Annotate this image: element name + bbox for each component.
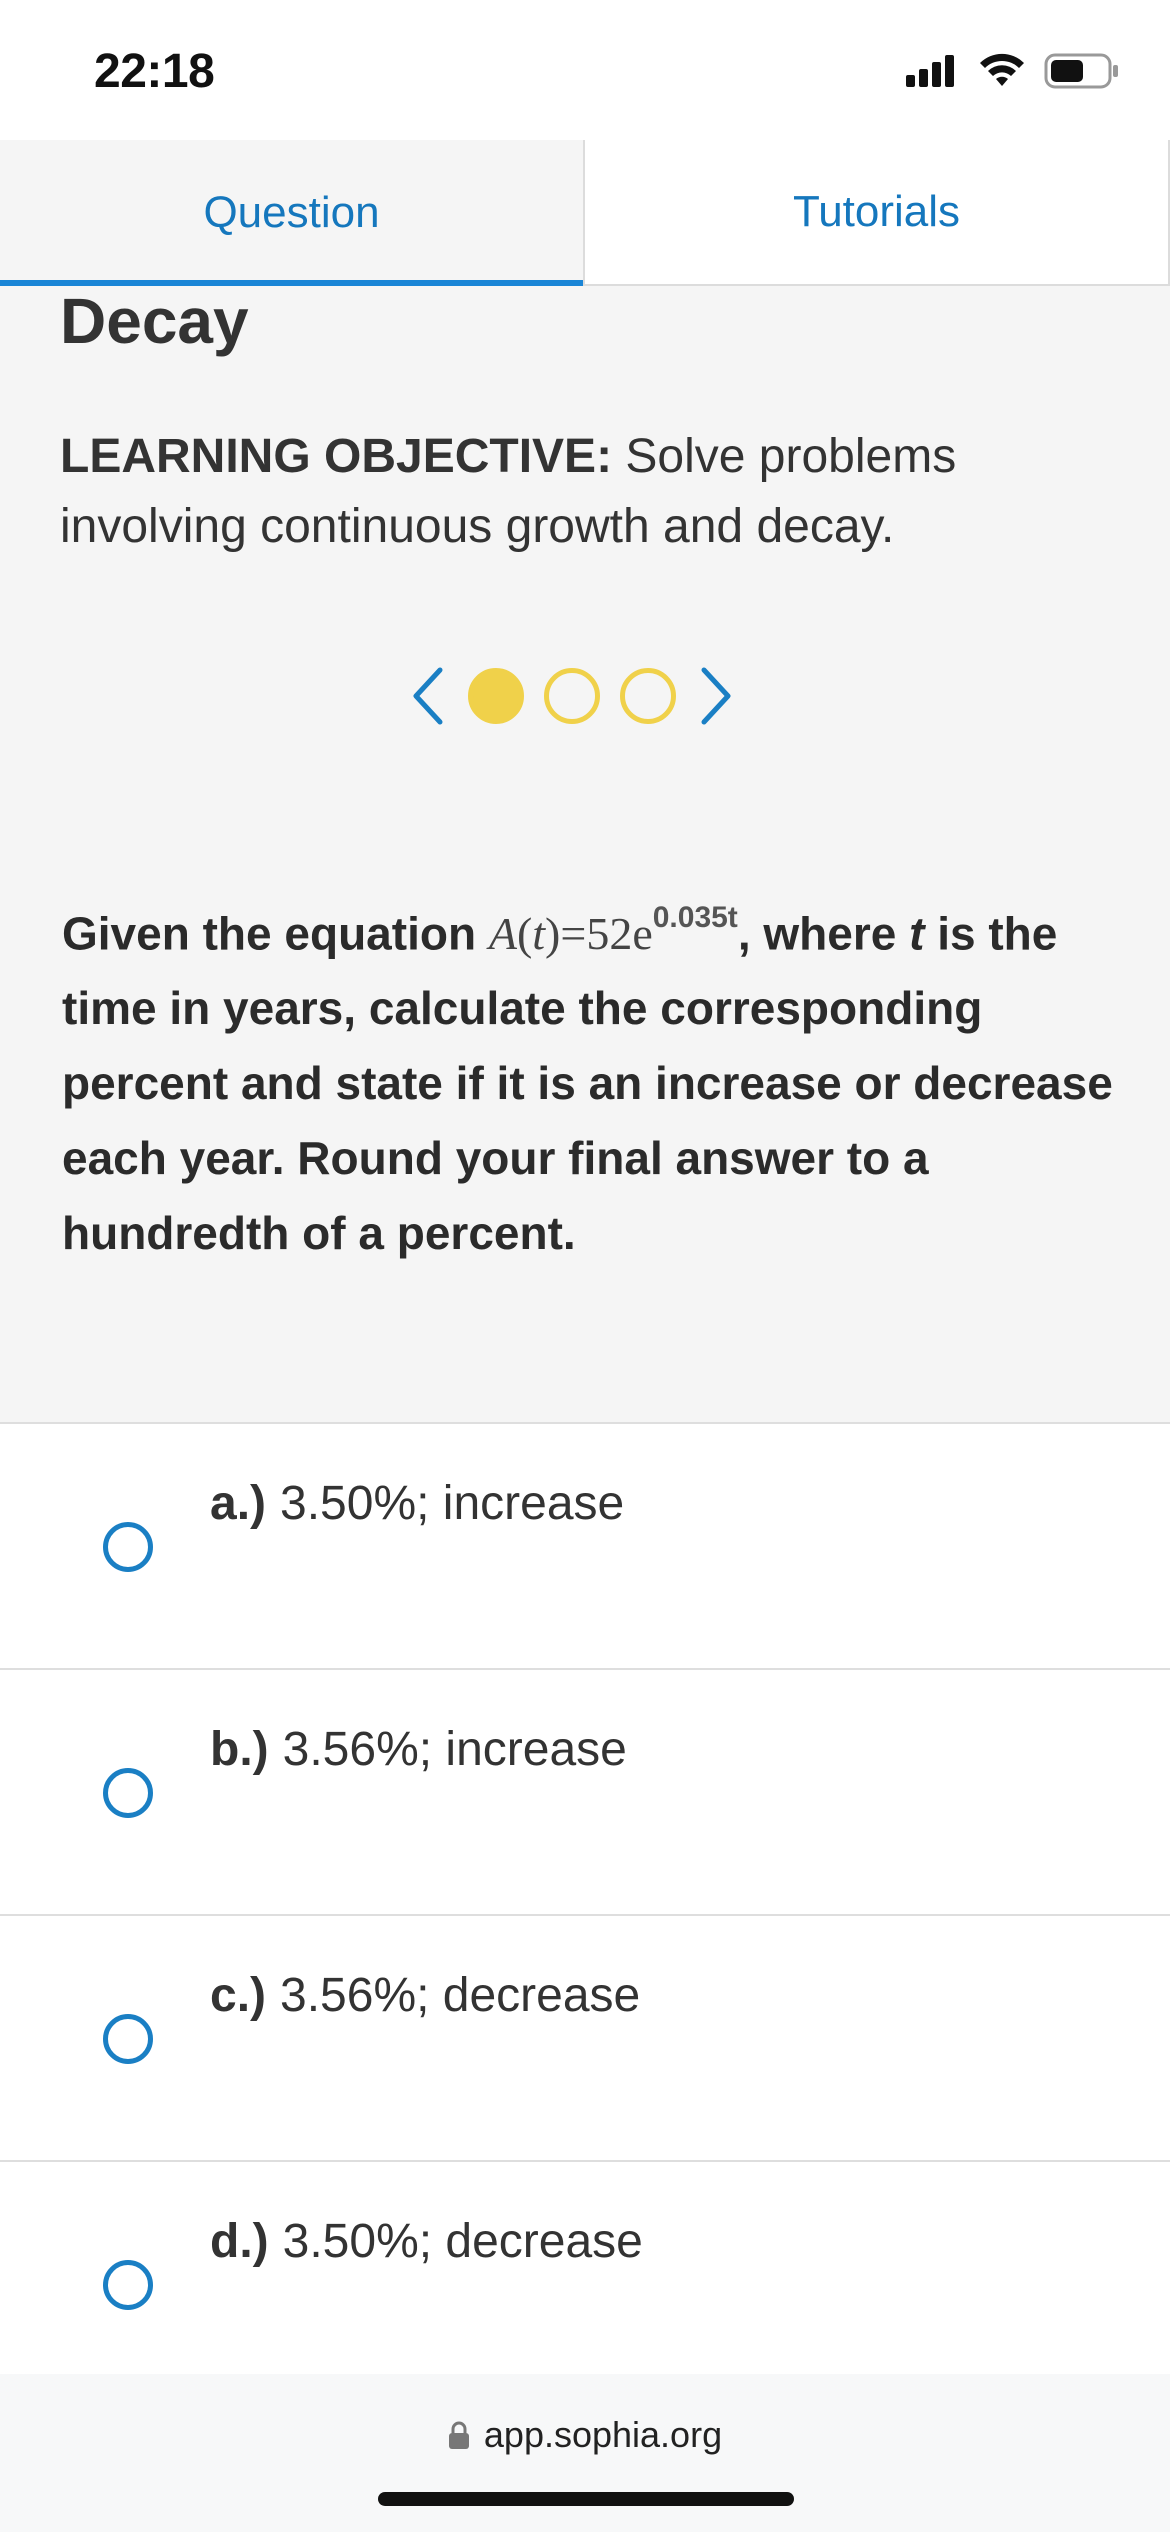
- option-value: 3.50%; decrease: [282, 2215, 643, 2268]
- answer-option-b[interactable]: [0, 1668, 1170, 1914]
- pager-dot-3[interactable]: [620, 668, 676, 724]
- radio-button-c[interactable]: [103, 2014, 153, 2064]
- option-letter: b.): [210, 1723, 269, 1776]
- lock-icon: [448, 2420, 470, 2450]
- status-bar: [0, 0, 1170, 140]
- tab-tutorials-label: Tutorials: [792, 187, 961, 236]
- chevron-left-icon: [410, 666, 446, 726]
- equation: $A(t)=52e^{0.035t}$: [488, 901, 738, 960]
- question-var-t: t: [909, 907, 925, 960]
- radio-button-b[interactable]: [103, 1768, 153, 1818]
- page-title: Decay: [60, 286, 249, 357]
- home-indicator[interactable]: [378, 2492, 794, 2506]
- option-letter: c.): [210, 1969, 267, 2022]
- tab-question[interactable]: [0, 140, 583, 286]
- equation-function: A: [488, 908, 517, 960]
- equation-rhs: =52e: [560, 908, 653, 960]
- option-b-text: [210, 1722, 627, 1777]
- radio-button-a[interactable]: [103, 1522, 153, 1572]
- pager-dot-1[interactable]: [468, 668, 524, 724]
- pager-dot-2[interactable]: [544, 668, 600, 724]
- learning-objective: [60, 422, 1120, 562]
- answer-option-d[interactable]: [0, 2160, 1170, 2406]
- question-rest: is the time in years, calculate the corresponding percent and state if it is an increase or decrease each year. Round your final answer to a hundredth of a percent.: [62, 907, 1113, 1260]
- tab-question-label: Question: [203, 188, 380, 237]
- cellular-signal-icon: [906, 53, 960, 89]
- tab-tutorials[interactable]: [583, 140, 1170, 286]
- question-after-eq: , where: [737, 907, 910, 960]
- option-letter: d.): [210, 2215, 269, 2268]
- option-letter: a.): [210, 1477, 267, 1530]
- previous-question-button[interactable]: [408, 666, 448, 726]
- next-question-button[interactable]: [696, 666, 736, 726]
- question-pager: [408, 666, 736, 726]
- chevron-right-icon: [698, 666, 734, 726]
- option-a-text: [210, 1476, 624, 1531]
- question-text: [62, 886, 1122, 1271]
- status-time: 22:18: [94, 45, 215, 98]
- equation-variable: t: [532, 908, 546, 960]
- question-lead: Given the equation: [62, 907, 489, 960]
- radio-button-d[interactable]: [103, 2260, 153, 2310]
- answer-options: [0, 1422, 1170, 2406]
- browser-url-bar[interactable]: [0, 2374, 1170, 2532]
- option-value: 3.56%; increase: [282, 1723, 627, 1776]
- option-d-text: [210, 2214, 643, 2269]
- status-icons: [906, 52, 1120, 90]
- wifi-icon: [978, 53, 1026, 89]
- option-c-text: [210, 1968, 640, 2023]
- url-display[interactable]: [0, 2414, 1170, 2456]
- objective-label: LEARNING OBJECTIVE:: [60, 430, 613, 483]
- objective-text: Solve problems involving continuous growth and decay.: [60, 430, 957, 553]
- answer-option-c[interactable]: [0, 1914, 1170, 2160]
- url-text: app.sophia.org: [483, 2414, 723, 2455]
- battery-icon: [1044, 52, 1120, 90]
- answer-option-a[interactable]: [0, 1422, 1170, 1668]
- equation-exponent: 0.035t: [652, 901, 738, 934]
- option-value: 3.56%; decrease: [280, 1969, 641, 2022]
- option-value: 3.50%; increase: [280, 1477, 625, 1530]
- question-panel: [0, 286, 1170, 1424]
- tab-bar: [0, 140, 1170, 286]
